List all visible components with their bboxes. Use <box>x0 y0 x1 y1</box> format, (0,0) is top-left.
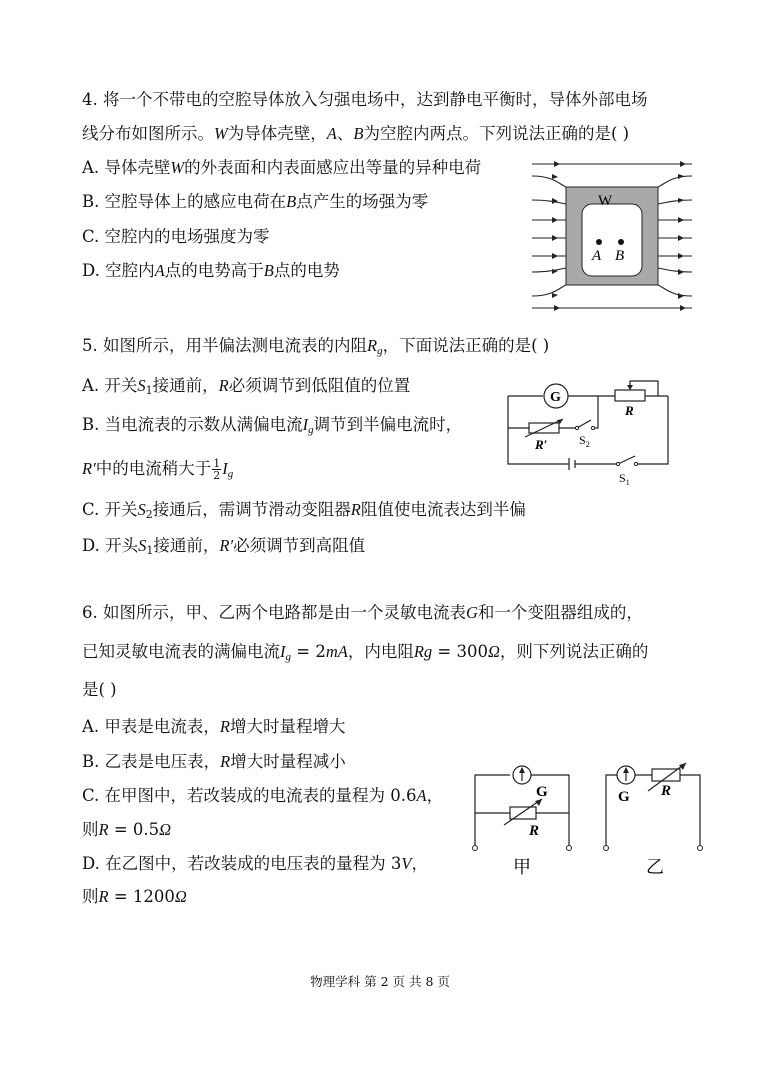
q4-option-b: B. 空腔导体上的感应电荷在B点产生的场强为零 <box>82 192 429 211</box>
label-g: G <box>550 390 561 405</box>
cavity <box>582 204 642 276</box>
caption-jia: 甲 <box>513 857 531 877</box>
rheostat-r <box>615 390 645 401</box>
label-g-yi: G <box>618 789 630 805</box>
q4-option-c: C. 空腔内的电场强度为零 <box>82 227 270 246</box>
q6-circuit-yi <box>600 765 710 877</box>
q5-option-b: B. 当电流表的示数从满偏电流$I_g$调节到半偏电流时， <box>82 415 463 436</box>
q5-circuit-figure <box>503 376 683 488</box>
q6-option-c-cont: 则R = 0.5Ω <box>82 820 172 839</box>
point-b <box>618 239 624 245</box>
label-r: R <box>625 403 634 418</box>
q6-stem-line1: 6. 如图所示，甲、乙两个电路都是由一个灵敏电流表G和一个变阻器组成的， <box>82 603 643 622</box>
rheostat-jia <box>510 807 536 819</box>
q6-option-d-cont: 则R = 1200Ω <box>82 887 187 906</box>
q6-stem-line2: 已知灵敏电流表的满偏电流$I_g = 2mA$，内电阻Rg = 300Ω，则下列说法正确的 <box>82 642 649 663</box>
label-r-yi: R <box>661 783 672 799</box>
label-r-prime: R′ <box>535 437 548 452</box>
q6-option-a: A. 甲表是电流表，R增大时量程增大 <box>82 717 346 736</box>
q6-stem-line3: 是( ) <box>82 680 117 699</box>
q4-stem-line2: 线分布如图所示。W为导体壳壁，A、B为空腔内两点。下列说法正确的是( ) <box>82 124 630 143</box>
q4-option-a: A. 导体壳壁W的外表面和内表面感应出等量的异种电荷 <box>82 158 482 177</box>
label-r-jia: R <box>529 823 540 839</box>
label-s1: $S_1$ <box>619 471 630 487</box>
q6-option-d: D. 在乙图中，若改装成的电压表的量程为 3V， <box>82 854 428 873</box>
fraction-half: $\frac{1}{2}$ <box>213 457 221 482</box>
q5-option-c: C. 开关$S_2$接通后，需调节滑动变阻器R阻值使电流表达到半偏 <box>82 500 526 521</box>
q6-option-c: C. 在甲图中，若改装成的电流表的量程为 0.6A， <box>82 786 444 805</box>
caption-yi: 乙 <box>646 857 664 877</box>
label-s2: $S_2$ <box>579 433 590 449</box>
q4-option-d: D. 空腔内A点的电势高于B点的电势 <box>82 261 340 280</box>
q5-stem: 5. 如图所示，用半偏法测电流表的内阻$R_g$，下面说法正确的是( ) <box>82 336 550 357</box>
q4-stem-line1: 4. 将一个不带电的空腔导体放入匀强电场中，达到静电平衡时，导体外部电场 <box>82 90 648 109</box>
label-g-jia: G <box>536 784 548 800</box>
label-b: B <box>615 248 625 264</box>
label-w: W <box>598 193 613 209</box>
q5-option-a: A. 开关$S_1$接通前，R必须调节到低阻值的位置 <box>82 376 411 397</box>
label-a: A <box>592 248 602 264</box>
q4-field-figure <box>532 160 692 312</box>
q5-option-d: D. 开头$S_1$接通前，R′必须调节到高阻值 <box>82 536 366 557</box>
q5-option-b-cont: R′中的电流稍大于 $\frac{1}{2}$ $I_g$ <box>82 457 234 482</box>
page-footer: 物理学科 第 2 页 共 8 页 <box>310 974 450 989</box>
q6-circuit-jia <box>470 765 580 877</box>
q6-option-b: B. 乙表是电压表，R增大时量程减小 <box>82 752 346 771</box>
point-a <box>596 239 602 245</box>
